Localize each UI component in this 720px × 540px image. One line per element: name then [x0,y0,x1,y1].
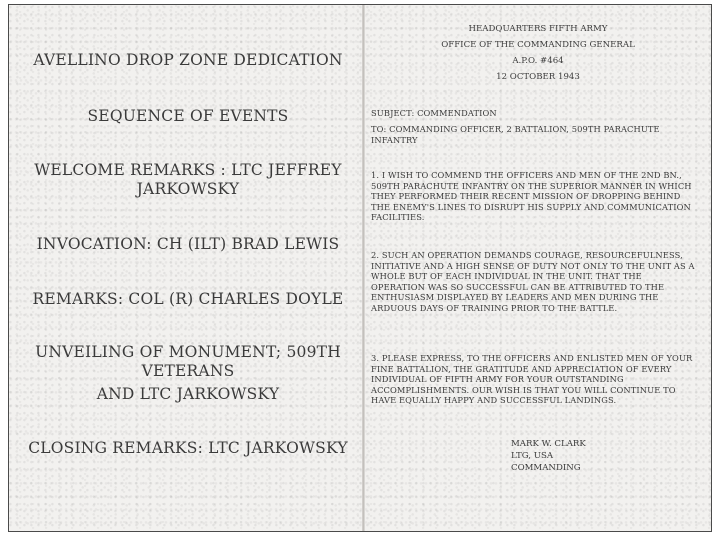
event-welcome-remarks: WELCOME REMARKS : LTC JEFFREY JARKOWSKY [34,161,342,198]
letter-paragraph-2: 2. SUCH AN OPERATION DEMANDS COURAGE, RESOURCEFULNESS, INITIATIVE AND A HIGH SENSE OF DUTY NOT ONLY TO THE UNIT AS A WHOLE BUT OF EACH INDIVIDUAL IN THE UNIT. THAT THE OPERATION WAS SO SUCCESSFUL CAN BE ATTRIBUTED TO THE ENTHUSIASM DISPLAYED BY LEADERS AND MEN DURING THE ARDUOUS DAYS OF TRAINING PRIOR TO THE BATTLE. [371,250,695,313]
letter-header-office: OFFICE OF THE COMMANDING GENERAL [441,40,635,50]
letter-subject: SUBJECT: COMMENDATION [371,108,497,118]
signature-rank: LTG, USA [511,451,554,461]
letter-recipient: TO: COMMANDING OFFICER, 2 BATTALION, 509TH PARACHUTE INFANTRY [371,124,660,145]
event-unveiling-monument: UNVEILING OF MONUMENT; 509TH VETERANS [35,343,341,380]
event-remarks: REMARKS: COL (R) CHARLES DOYLE [32,290,344,308]
signature-title: COMMANDING [511,463,581,473]
commendation-letter-panel [365,5,711,531]
letter-date: 12 OCTOBER 1943 [496,72,580,82]
letter-header-headquarters: HEADQUARTERS FIFTH ARMY [468,24,608,34]
program-sheet [8,4,712,532]
event-unveiling-continued: AND LTC JARKOWSKY [96,385,280,403]
event-closing-remarks: CLOSING REMARKS: LTC JARKOWSKY [28,439,348,457]
program-title: AVELLINO DROP ZONE DEDICATION [33,51,343,69]
letter-header-apo: A.P.O. #464 [512,56,564,66]
letter-paragraph-1: 1. I WISH TO COMMEND THE OFFICERS AND MEN OF THE 2ND BN., 509TH PARACHUTE INFANTRY ON THE SUPERIOR MANNER IN WHICH THEY PERFORMED THEIR RECENT MISSION OF DROPPING BEHIND THE ENEMY'S LINES TO DISRUPT HIS SUPPLY AND COMMUNICATION FACILITIES. [371,170,692,223]
signature-name: MARK W. CLARK [511,439,586,449]
event-invocation: INVOCATION: CH (ILT) BRAD LEWIS [36,235,340,253]
sequence-of-events-panel [9,5,363,531]
letter-paragraph-3: 3. PLEASE EXPRESS, TO THE OFFICERS AND ENLISTED MEN OF YOUR FINE BATTALION, THE GRATITUDE AND APPRECIATION OF EVERY INDIVIDUAL OF FIFTH ARMY FOR YOUR OUTSTANDING ACCOMPLISHMENTS. OUR WISH IS THAT YOU WILL CONTINUE TO HAVE EQUALLY HAPPY AND SUCCESSFUL LANDINGS. [371,353,693,406]
program-subtitle: SEQUENCE OF EVENTS [87,107,289,125]
